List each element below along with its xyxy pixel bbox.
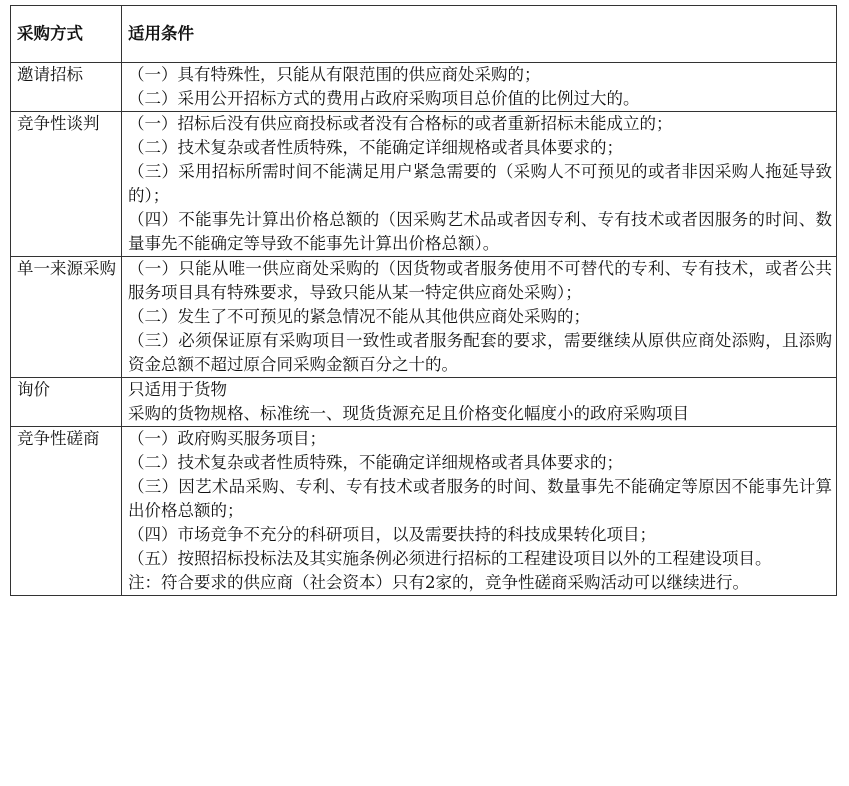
condition-line: （二）发生了不可预见的紧急情况不能从其他供应商处采购的；: [128, 307, 590, 326]
condition-line: 采购的货物规格、标准统一、现货货源充足且价格变化幅度小的政府采购项目: [128, 404, 689, 423]
table-row: [11, 63, 837, 112]
method-cell: 竞争性磋商: [11, 427, 122, 596]
method-cell: 竞争性谈判: [11, 112, 122, 257]
condition-cell: [122, 112, 837, 257]
condition-line: （三）因艺术品采购、专利、专有技术或者服务的时间、数量事先不能确定等原因不能事先计算出价格总额的；: [128, 477, 832, 520]
condition-line: （一）政府购买服务项目；: [128, 429, 326, 448]
condition-note: 注：符合要求的供应商（社会资本）只有2家的，竞争性磋商采购活动可以继续进行。: [128, 573, 749, 592]
condition-cell: [122, 378, 837, 427]
table-row: [11, 112, 837, 257]
condition-line: （二）技术复杂或者性质特殊，不能确定详细规格或者具体要求的；: [128, 453, 623, 472]
table-header-row: [11, 6, 837, 63]
condition-line: （一）招标后没有供应商投标或者没有合格标的或者重新招标未能成立的；: [128, 114, 673, 133]
condition-line: （四）不能事先计算出价格总额的（因采购艺术品或者因专利、专有技术或者因服务的时间、数量事先不能确定等导致不能事先计算出价格总额）。: [128, 210, 832, 253]
procurement-methods-table: [10, 5, 837, 596]
method-cell: 单一来源采购: [11, 257, 122, 378]
method-cell: 询价: [11, 378, 122, 427]
condition-line: （二）技术复杂或者性质特殊，不能确定详细规格或者具体要求的；: [128, 138, 623, 157]
header-condition: 适用条件: [122, 6, 837, 63]
table-row: [11, 378, 837, 427]
header-method: 采购方式: [11, 6, 122, 63]
condition-line: 只适用于货物: [128, 380, 227, 399]
condition-line: （一）只能从唯一供应商处采购的（因货物或者服务使用不可替代的专利、专有技术，或者公共服务项目具有特殊要求，导致只能从某一特定供应商处采购）；: [128, 259, 832, 302]
condition-line: （二）采用公开招标方式的费用占政府采购项目总价值的比例过大的。: [128, 89, 640, 108]
condition-cell: [122, 63, 837, 112]
condition-line: （三）采用招标所需时间不能满足用户紧急需要的（采购人不可预见的或者非因采购人拖延导致的）；: [128, 162, 832, 205]
condition-line: （三）必须保证原有采购项目一致性或者服务配套的要求，需要继续从原供应商处添购，且添购资金总额不超过原合同采购金额百分之十的。: [128, 331, 832, 374]
condition-line: （四）市场竞争不充分的科研项目，以及需要扶持的科技成果转化项目；: [128, 525, 656, 544]
condition-line: （一）具有特殊性，只能从有限范围的供应商处采购的；: [128, 65, 541, 84]
condition-cell: [122, 257, 837, 378]
condition-line: （五）按照招标投标法及其实施条例必须进行招标的工程建设项目以外的工程建设项目。: [128, 549, 772, 568]
table-row: [11, 427, 837, 596]
method-cell: 邀请招标: [11, 63, 122, 112]
condition-cell: [122, 427, 837, 596]
table-row: [11, 257, 837, 378]
